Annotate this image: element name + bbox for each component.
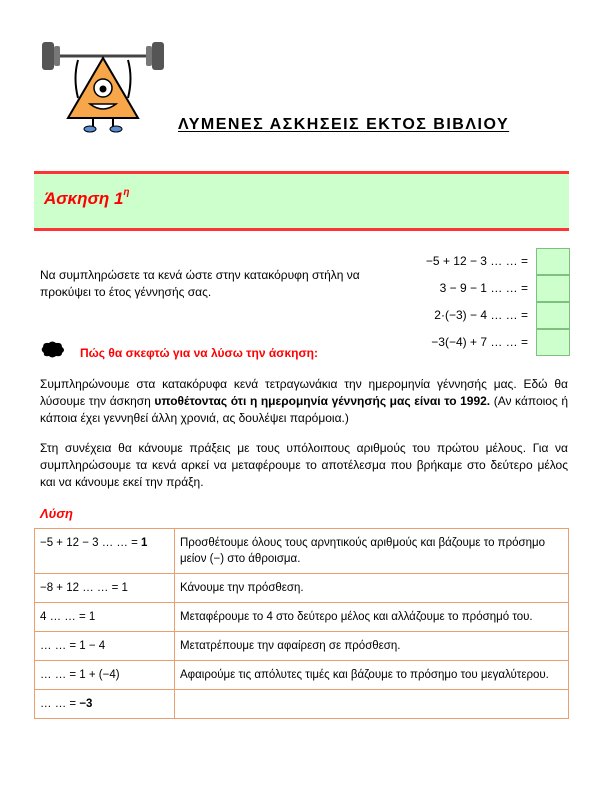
answer-box[interactable] [536, 248, 570, 275]
equation-row [400, 275, 570, 302]
step-expression: … … = 1 − 4 [35, 632, 175, 661]
step-note: Μεταφέρουμε το 4 στο δεύτερο μέλος και αλλάζουμε το πρόσημό του. [175, 603, 569, 632]
equation-row [400, 329, 570, 356]
answer-box[interactable] [536, 302, 570, 329]
equation-row [400, 248, 570, 275]
answer-box[interactable] [536, 275, 570, 302]
step-note: Αφαιρούμε τις απόλυτες τιμές και βάζουμε το πρόσημο του μεγαλύτερου. [175, 661, 569, 690]
equation-row [400, 302, 570, 329]
thinking-heading: Πώς θα σκεφτώ για να λύσω την άσκηση: [80, 346, 319, 360]
answer-box[interactable] [536, 329, 570, 356]
exercise-instruction: Να συμπληρώσετε τα κενά ώστε στην κατακόρυφη στήλη να προκύψει το έτος γέννησής σας. [40, 268, 360, 299]
thought-cloud-icon [40, 341, 66, 359]
step-note: Κάνουμε την πρόσθεση. [175, 574, 569, 603]
step-expression: −8 + 12 … … = 1 [35, 574, 175, 603]
exercise-header-band [34, 171, 569, 231]
page-header-title: ΛΥΜΕΝΕΣ ΑΣΚΗΣΕΙΣ ΕΚΤΟΣ ΒΙΒΛΙΟΥ [178, 116, 510, 133]
explanation-paragraph: Στη συνέχεια θα κάνουμε πράξεις με τους υπόλοιπους αριθμούς του πρώτου μέλους. Για να συμπληρώσουμε τα κενά αρκεί να μεταφέρουμε το αποτέλεσμα που βρήκαμε στο δεύτερο μέλος και να κάνουμε εκεί την πράξη. [40, 441, 568, 489]
step-expression: … … = −3 [35, 690, 175, 719]
table-row [35, 632, 569, 661]
step-expression: 4 … … = 1 [35, 603, 175, 632]
step-expression: … … = 1 + (−4) [35, 661, 175, 690]
step-note: Προσθέτουμε όλους τους αρνητικούς αριθμούς και βάζουμε το πρόσημο μείον (−) στο άθροισμα. [175, 529, 569, 574]
equation-text: −5 + 12 − 3 … … = [425, 254, 528, 268]
table-row [35, 529, 569, 574]
equation-text: −3(−4) + 7 … … = [431, 335, 528, 349]
step-expression: −5 + 12 − 3 … … = 1 [35, 529, 175, 574]
weightlifter-triangle-mascot [38, 38, 168, 133]
equation-text: 3 − 9 − 1 … … = [439, 281, 528, 295]
step-note: Μετατρέπουμε την αφαίρεση σε πρόσθεση. [175, 632, 569, 661]
solution-heading: Λύση [40, 506, 73, 521]
table-row [35, 690, 569, 719]
exercise-title: Άσκηση $1^\eta$ [44, 187, 130, 208]
table-row [35, 661, 569, 690]
table-row [35, 574, 569, 603]
equation-column [400, 248, 570, 356]
solution-table [34, 528, 569, 719]
step-note [175, 690, 569, 719]
explanation-paragraph: Συμπληρώνουμε στα κατακόρυφα κενά τετραγωνάκια την ημερομηνία γέννησής μας. Εδώ θα λύσουμε την άσκηση υποθέτοντας ότι η ημερομηνία γέννησής μας είναι το 1992. (Αν κάποιος ή κάποια έχει γεννηθεί άλλη χρονιά, ας δουλέψει παρόμοια.) [40, 377, 568, 425]
table-row [35, 603, 569, 632]
equation-text: 2·(−3) − 4 … … = [434, 308, 528, 322]
